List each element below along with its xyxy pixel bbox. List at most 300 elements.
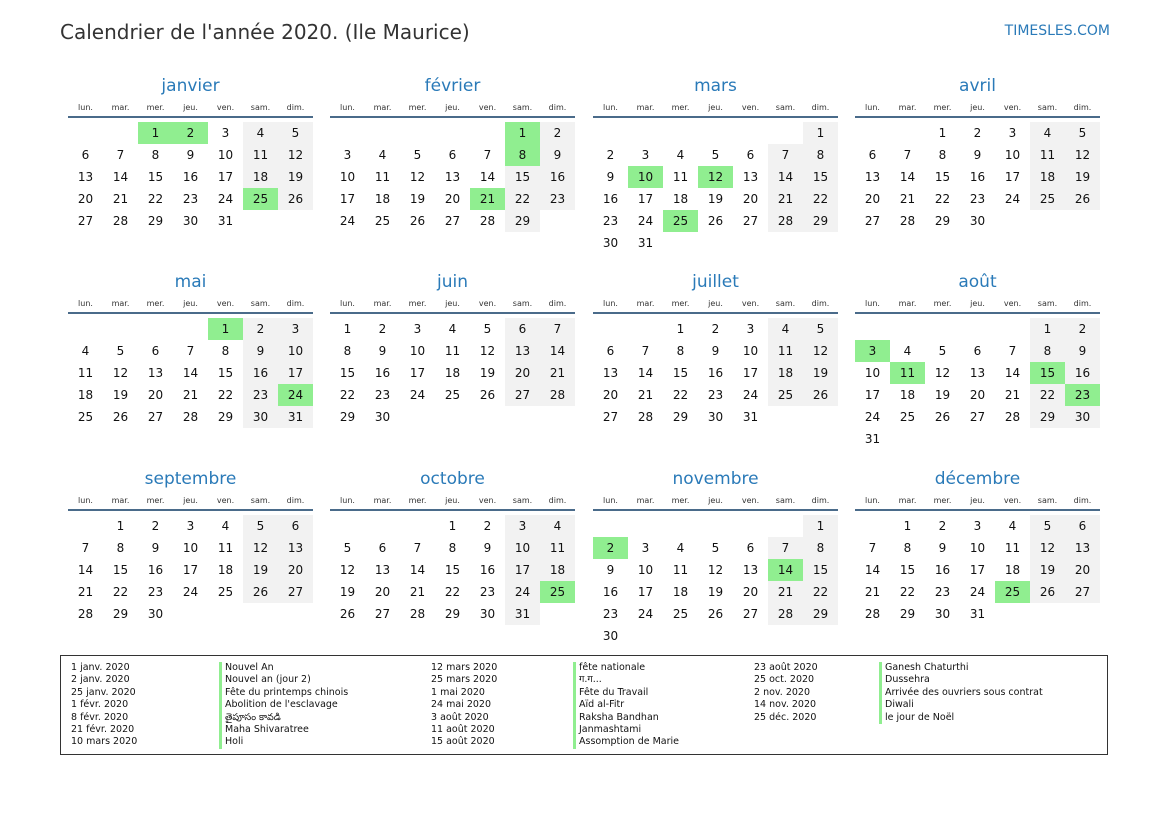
day-cell: 4: [768, 318, 803, 340]
day-cell: 15: [803, 559, 838, 581]
holiday-day-cell: 25: [995, 581, 1030, 603]
month-name: mars: [694, 76, 737, 96]
day-cell: 1: [903, 519, 912, 533]
holiday-name: Arrivée des ouvriers sous contrat: [885, 686, 1043, 698]
empty-cell: [925, 318, 960, 340]
day-cell: 7: [413, 541, 422, 555]
day-cell: 26: [278, 188, 313, 210]
days-grid: [330, 318, 575, 428]
holiday-list: [60, 655, 1108, 755]
weekday-label: lun.: [340, 103, 355, 112]
day-cell: 13: [77, 170, 94, 184]
day-cell: 11: [444, 344, 461, 358]
day-cell: 23: [602, 607, 619, 621]
holiday-day-cell: 25: [540, 581, 575, 603]
weekday-label: sam.: [512, 299, 533, 308]
day-cell: 21: [637, 388, 654, 402]
day-cell: 15: [934, 170, 951, 184]
weekday-label: dim.: [811, 496, 830, 505]
day-cell: 17: [278, 362, 313, 384]
weekday-header: [593, 296, 838, 314]
empty-cell: [698, 515, 733, 537]
month-7: [593, 268, 838, 428]
holiday-date: 23 août 2020: [754, 662, 818, 673]
day-cell: 6: [505, 318, 540, 340]
day-cell: 29: [899, 607, 916, 621]
day-cell: 17: [969, 563, 986, 577]
day-cell: 6: [606, 344, 615, 358]
empty-cell: [663, 122, 698, 144]
day-cell: 22: [1030, 384, 1065, 406]
day-cell: 16: [602, 192, 619, 206]
empty-cell: [330, 515, 365, 537]
empty-cell: [698, 122, 733, 144]
day-cell: 17: [742, 366, 759, 380]
weekday-label: jeu.: [445, 103, 460, 112]
day-cell: 4: [676, 541, 685, 555]
day-cell: 28: [1004, 410, 1021, 424]
weekday-header: [330, 100, 575, 118]
day-cell: 16: [602, 585, 619, 599]
holiday-name: Holi: [225, 736, 244, 748]
day-cell: 4: [540, 515, 575, 537]
day-cell: 18: [899, 388, 916, 402]
day-cell: 31: [637, 236, 654, 250]
day-cell: 10: [742, 344, 759, 358]
day-cell: 13: [505, 340, 540, 362]
weekday-label: lun.: [865, 299, 880, 308]
weekday-label: sam.: [775, 103, 796, 112]
weekday-label: jeu.: [708, 299, 723, 308]
month-name: octobre: [420, 469, 485, 489]
weekday-label: mar.: [636, 496, 655, 505]
day-cell: 4: [378, 148, 387, 162]
day-cell: 4: [81, 344, 90, 358]
day-cell: 12: [803, 340, 838, 362]
day-cell: 26: [803, 384, 838, 406]
day-cell: 17: [637, 585, 654, 599]
weekday-label: mer.: [933, 103, 952, 112]
day-cell: 27: [147, 410, 164, 424]
day-cell: 21: [182, 388, 199, 402]
day-cell: 14: [1004, 366, 1021, 380]
day-cell: 20: [742, 585, 759, 599]
holiday-day-cell: 23: [1065, 384, 1100, 406]
day-cell: 3: [641, 541, 650, 555]
day-cell: 24: [339, 214, 356, 228]
day-cell: 18: [1004, 563, 1021, 577]
day-cell: 29: [112, 607, 129, 621]
weekday-label: mar.: [373, 103, 392, 112]
empty-cell: [400, 515, 435, 537]
weekday-label: sam.: [250, 496, 271, 505]
day-cell: 15: [339, 366, 356, 380]
day-cell: 14: [540, 340, 575, 362]
day-cell: 28: [768, 603, 803, 625]
day-cell: 1: [448, 519, 457, 533]
month-8: [855, 268, 1100, 450]
day-cell: 9: [186, 148, 195, 162]
site-link[interactable]: TIMESLES.COM: [1004, 23, 1110, 39]
day-cell: 28: [182, 410, 199, 424]
days-grid: [855, 515, 1100, 625]
day-cell: 8: [1030, 340, 1065, 362]
day-cell: 7: [483, 148, 492, 162]
day-cell: 28: [637, 410, 654, 424]
day-cell: 14: [864, 563, 881, 577]
day-cell: 3: [746, 322, 755, 336]
day-cell: 13: [969, 366, 986, 380]
day-cell: 21: [540, 362, 575, 384]
day-cell: 29: [803, 210, 838, 232]
day-cell: 5: [711, 541, 720, 555]
day-cell: 3: [641, 148, 650, 162]
day-cell: 5: [1065, 122, 1100, 144]
months-grid: [68, 72, 1102, 652]
day-cell: 30: [479, 607, 496, 621]
day-cell: 24: [1004, 192, 1021, 206]
day-cell: 19: [339, 585, 356, 599]
day-cell: 6: [81, 148, 90, 162]
day-cell: 31: [217, 214, 234, 228]
day-cell: 5: [243, 515, 278, 537]
weekday-label: ven.: [216, 299, 235, 308]
day-cell: 10: [217, 148, 234, 162]
day-cell: 11: [672, 170, 689, 184]
day-cell: 3: [1008, 126, 1017, 140]
days-grid: [68, 318, 313, 428]
day-cell: 12: [112, 366, 129, 380]
weekday-label: mar.: [373, 299, 392, 308]
holiday-name: Raksha Bandhan: [579, 711, 659, 723]
day-cell: 13: [374, 563, 391, 577]
day-cell: 13: [742, 563, 759, 577]
day-cell: 20: [505, 362, 540, 384]
weekday-label: sam.: [775, 496, 796, 505]
day-cell: 14: [899, 170, 916, 184]
weekday-label: lun.: [78, 496, 93, 505]
day-cell: 10: [339, 170, 356, 184]
day-cell: 20: [278, 559, 313, 581]
empty-cell: [890, 122, 925, 144]
weekday-label: lun.: [603, 103, 618, 112]
day-cell: 12: [707, 563, 724, 577]
empty-cell: [960, 318, 995, 340]
weekday-label: lun.: [865, 496, 880, 505]
month-name: avril: [959, 76, 996, 96]
day-cell: 30: [707, 410, 724, 424]
day-cell: 22: [934, 192, 951, 206]
day-cell: 11: [243, 144, 278, 166]
day-cell: 4: [1008, 519, 1017, 533]
day-cell: 17: [864, 388, 881, 402]
day-cell: 25: [899, 410, 916, 424]
empty-cell: [68, 515, 103, 537]
day-cell: 20: [742, 192, 759, 206]
day-cell: 4: [221, 519, 230, 533]
day-cell: 16: [540, 166, 575, 188]
day-cell: 19: [479, 366, 496, 380]
day-cell: 5: [343, 541, 352, 555]
weekday-label: ven.: [741, 496, 760, 505]
weekday-label: mer.: [146, 299, 165, 308]
weekday-label: ven.: [1003, 103, 1022, 112]
day-cell: 11: [217, 541, 234, 555]
holiday-name: Assomption de Marie: [579, 736, 680, 748]
day-cell: 22: [803, 581, 838, 603]
day-cell: 28: [899, 214, 916, 228]
holiday-day-cell: 21: [470, 188, 505, 210]
day-cell: 18: [77, 388, 94, 402]
empty-cell: [628, 122, 663, 144]
holiday-name: Aïd al-Fitr: [579, 699, 625, 711]
day-cell: 7: [641, 344, 650, 358]
empty-cell: [890, 318, 925, 340]
day-cell: 30: [147, 607, 164, 621]
day-cell: 5: [938, 344, 947, 358]
weekday-label: mar.: [898, 103, 917, 112]
holiday-date: 8 févr. 2020: [71, 711, 129, 723]
holiday-date: 1 mai 2020: [431, 686, 485, 698]
empty-cell: [593, 515, 628, 537]
weekday-header: [68, 493, 313, 511]
day-cell: 14: [112, 170, 129, 184]
holiday-name: Maha Shivaratree: [225, 723, 309, 735]
day-cell: 20: [602, 388, 619, 402]
day-cell: 27: [1065, 581, 1100, 603]
empty-cell: [628, 515, 663, 537]
day-cell: 10: [505, 537, 540, 559]
day-cell: 3: [186, 519, 195, 533]
day-cell: 14: [479, 170, 496, 184]
day-cell: 20: [444, 192, 461, 206]
days-grid: [593, 515, 838, 647]
empty-cell: [365, 122, 400, 144]
holiday-date: 3 août 2020: [431, 711, 489, 723]
day-cell: 26: [934, 410, 951, 424]
day-cell: 2: [1065, 318, 1100, 340]
day-cell: 6: [278, 515, 313, 537]
holiday-date-column: [71, 662, 137, 749]
weekday-label: mer.: [146, 103, 165, 112]
weekday-label: sam.: [250, 103, 271, 112]
day-cell: 6: [868, 148, 877, 162]
day-cell: 3: [278, 318, 313, 340]
day-cell: 11: [672, 563, 689, 577]
day-cell: 21: [768, 581, 803, 603]
day-cell: 5: [413, 148, 422, 162]
day-cell: 18: [374, 192, 391, 206]
day-cell: 24: [409, 388, 426, 402]
day-cell: 27: [602, 410, 619, 424]
day-cell: 7: [768, 144, 803, 166]
day-cell: 6: [746, 541, 755, 555]
day-cell: 26: [1065, 188, 1100, 210]
day-cell: 25: [77, 410, 94, 424]
weekday-header: [68, 296, 313, 314]
day-cell: 7: [186, 344, 195, 358]
day-cell: 22: [444, 585, 461, 599]
day-cell: 9: [378, 344, 387, 358]
weekday-label: jeu.: [183, 299, 198, 308]
day-cell: 18: [217, 563, 234, 577]
month-name: décembre: [934, 469, 1021, 489]
holiday-day-cell: 2: [173, 122, 208, 144]
empty-cell: [628, 318, 663, 340]
day-cell: 3: [343, 148, 352, 162]
weekday-label: jeu.: [708, 103, 723, 112]
empty-cell: [103, 318, 138, 340]
day-cell: 16: [182, 170, 199, 184]
holiday-date: 15 août 2020: [431, 736, 495, 748]
weekday-label: jeu.: [445, 496, 460, 505]
day-cell: 14: [77, 563, 94, 577]
day-cell: 1: [343, 322, 352, 336]
day-cell: 28: [540, 384, 575, 406]
day-cell: 9: [151, 541, 160, 555]
day-cell: 22: [505, 188, 540, 210]
month-name: septembre: [144, 469, 237, 489]
day-cell: 29: [803, 603, 838, 625]
weekday-label: dim.: [811, 103, 830, 112]
day-cell: 29: [444, 607, 461, 621]
holiday-name: Janmashtami: [579, 723, 642, 735]
month-9: [68, 465, 313, 625]
weekday-label: sam.: [1037, 496, 1058, 505]
empty-cell: [435, 122, 470, 144]
weekday-label: sam.: [775, 299, 796, 308]
empty-cell: [330, 122, 365, 144]
weekday-label: dim.: [811, 299, 830, 308]
day-cell: 6: [378, 541, 387, 555]
weekday-header: [593, 100, 838, 118]
month-2: [330, 72, 575, 232]
day-cell: 12: [243, 537, 278, 559]
holiday-name: Diwali: [885, 699, 914, 711]
weekday-label: jeu.: [445, 299, 460, 308]
day-cell: 21: [864, 585, 881, 599]
day-cell: 16: [374, 366, 391, 380]
day-cell: 17: [1004, 170, 1021, 184]
day-cell: 12: [409, 170, 426, 184]
holiday-date: 11 août 2020: [431, 723, 495, 735]
day-cell: 8: [803, 144, 838, 166]
day-cell: 1: [676, 322, 685, 336]
day-cell: 2: [711, 322, 720, 336]
weekday-label: dim.: [1073, 103, 1092, 112]
day-cell: 21: [112, 192, 129, 206]
weekday-label: jeu.: [183, 103, 198, 112]
day-cell: 7: [903, 148, 912, 162]
day-cell: 15: [505, 166, 540, 188]
day-cell: 29: [672, 410, 689, 424]
holiday-day-cell: 1: [208, 318, 243, 340]
day-cell: 23: [182, 192, 199, 206]
day-cell: 10: [969, 541, 986, 555]
weekday-label: mar.: [111, 103, 130, 112]
day-cell: 2: [606, 148, 615, 162]
day-cell: 6: [151, 344, 160, 358]
day-cell: 16: [934, 563, 951, 577]
empty-cell: [103, 122, 138, 144]
month-name: février: [424, 76, 481, 96]
day-cell: 9: [973, 148, 982, 162]
weekday-label: mer.: [408, 299, 427, 308]
weekday-header: [855, 493, 1100, 511]
day-cell: 26: [479, 388, 496, 402]
day-cell: 31: [864, 432, 881, 446]
day-cell: 13: [147, 366, 164, 380]
days-grid: [593, 122, 838, 254]
empty-cell: [995, 318, 1030, 340]
day-cell: 10: [409, 344, 426, 358]
day-cell: 29: [339, 410, 356, 424]
holiday-day-cell: 15: [1030, 362, 1065, 384]
day-cell: 22: [672, 388, 689, 402]
holiday-date: 1 janv. 2020: [71, 662, 130, 673]
day-cell: 5: [803, 318, 838, 340]
day-cell: 19: [409, 192, 426, 206]
page-title: Calendrier de l'année 2020. (Ile Maurice): [60, 20, 470, 44]
day-cell: 2: [973, 126, 982, 140]
day-cell: 23: [602, 214, 619, 228]
day-cell: 23: [479, 585, 496, 599]
day-cell: 2: [378, 322, 387, 336]
weekday-label: dim.: [286, 103, 305, 112]
holiday-name: తైపూసం కావడి: [225, 711, 281, 723]
day-cell: 16: [969, 170, 986, 184]
weekday-label: jeu.: [970, 103, 985, 112]
day-cell: 10: [637, 563, 654, 577]
empty-cell: [138, 318, 173, 340]
day-cell: 23: [969, 192, 986, 206]
day-cell: 6: [1065, 515, 1100, 537]
day-cell: 7: [81, 541, 90, 555]
day-cell: 13: [602, 366, 619, 380]
day-cell: 15: [899, 563, 916, 577]
weekday-label: mar.: [111, 299, 130, 308]
day-cell: 6: [973, 344, 982, 358]
day-cell: 20: [77, 192, 94, 206]
empty-cell: [768, 122, 803, 144]
day-cell: 7: [868, 541, 877, 555]
holiday-name: Nouvel an (jour 2): [225, 674, 311, 686]
day-cell: 27: [77, 214, 94, 228]
holiday-name: fête nationale: [579, 662, 646, 673]
day-cell: 19: [1065, 166, 1100, 188]
empty-cell: [68, 122, 103, 144]
weekday-label: lun.: [340, 299, 355, 308]
day-cell: 30: [374, 410, 391, 424]
weekday-label: ven.: [478, 496, 497, 505]
holiday-date: 12 mars 2020: [431, 662, 498, 673]
day-cell: 19: [1030, 559, 1065, 581]
day-cell: 15: [672, 366, 689, 380]
day-cell: 5: [711, 148, 720, 162]
day-cell: 25: [444, 388, 461, 402]
empty-cell: [733, 515, 768, 537]
day-cell: 17: [182, 563, 199, 577]
weekday-label: mar.: [898, 496, 917, 505]
day-cell: 15: [444, 563, 461, 577]
day-cell: 19: [243, 559, 278, 581]
weekday-label: ven.: [216, 103, 235, 112]
weekday-label: sam.: [512, 103, 533, 112]
day-cell: 31: [505, 603, 540, 625]
day-cell: 17: [409, 366, 426, 380]
day-cell: 27: [969, 410, 986, 424]
holiday-name: Nouvel An: [225, 662, 274, 673]
